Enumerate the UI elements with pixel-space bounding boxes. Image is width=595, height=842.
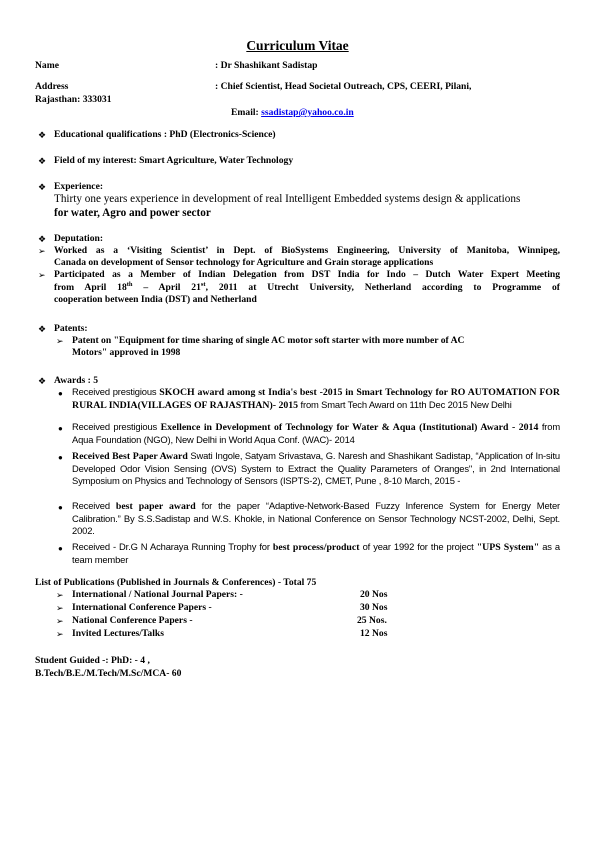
patents-heading: Patents: (54, 323, 88, 334)
arrow-bullet-icon: ➢ (56, 629, 64, 639)
diamond-bullet-icon: ❖ (38, 156, 47, 166)
award-item-4 (72, 500, 560, 537)
round-bullet-icon: ● (58, 453, 63, 462)
deputation-item-2 (54, 269, 560, 306)
award-4-bold: best paper award (115, 501, 196, 512)
experience-heading: Experience: (54, 181, 104, 192)
round-bullet-icon: ● (58, 544, 63, 553)
patent-line-2: Motors" approved in 1998 (72, 346, 181, 358)
diamond-bullet-icon: ❖ (38, 234, 47, 244)
patent-item (72, 335, 532, 359)
pub-item-label: National Conference Papers - (72, 615, 193, 626)
dep-sup-st: st (200, 280, 206, 288)
address-line2: Rajasthan: 333031 (35, 94, 112, 105)
experience-text (54, 193, 566, 220)
diamond-bullet-icon: ❖ (38, 324, 47, 334)
round-bullet-icon: ● (58, 503, 63, 512)
round-bullet-icon: ● (58, 389, 63, 398)
pub-item-count: 12 Nos (360, 628, 388, 639)
patent-line-1: Patent on "Equipment for time sharing of single AC motor soft starter with more number of AC (72, 335, 465, 346)
publications-heading: List of Publications (Published in Journals & Conferences) - Total 75 (35, 577, 317, 588)
deputation-item-2-line2 (54, 281, 560, 294)
arrow-bullet-icon: ➢ (38, 246, 46, 256)
name-label: Name (35, 60, 59, 71)
award-item-2 (72, 421, 560, 446)
pub-item-count: 30 Nos (360, 602, 388, 613)
diamond-bullet-icon: ❖ (38, 182, 47, 192)
award-1-bold: SKOCH award among st India's best -2015 in Smart Technology for RO AUTOMATION FOR RURAL INDIA(VILLAGES OF RAJASTHAN)- 2015 (72, 387, 561, 412)
award-4-post: for the paper “Adaptive-Network-Based Fuzzy Inference System for Energy Meter Calibration.” By S.S.Sadistap and W.S. Khokle, in National Conference on Sensor Technology NCST-2002, Delhi, Sept. 2002. (72, 500, 560, 536)
award-item-5 (72, 541, 560, 566)
experience-text-2: for water, Agro and power sector (54, 206, 211, 219)
deputation-item-1-line2: Canada on development of Sensor technology for Agriculture and Grain storage applications (54, 256, 434, 268)
award-2-post: from Aqua Foundation (NGO), New Delhi in World Aqua Conf. (WAC)- 2014 (72, 421, 561, 446)
award-item-3 (72, 450, 560, 487)
award-5-bold2: "UPS System" (476, 542, 540, 553)
award-3-post: Swati Ingole, Satyam Srivastava, G. Naresh and Shashikant Sadistap, “Application of In-situ Developed Odor Vision Sensing (OVS) System to Extract the Quality Parameters of Oranges", in 2nd International Symposium on Physics and Technology of Sensors (ISPTS-2), CMET, Pune , 8-10 March, 2015 - (72, 450, 560, 486)
arrow-bullet-icon: ➢ (56, 336, 64, 346)
award-item-1 (72, 386, 560, 412)
award-3-bold: Received Best Paper Award (72, 451, 188, 462)
page-title: Curriculum Vitae (246, 38, 349, 53)
dep-date-start: from April 18 (54, 282, 127, 294)
pub-item-label: Invited Lectures/Talks (72, 628, 164, 639)
name-value: : Dr Shashikant Sadistap (215, 60, 318, 71)
award-4-pre: Received (72, 500, 116, 511)
award-2-bold: Exellence in Development of Technology for Water & Aqua (Institutional) Award - 2014 (160, 422, 539, 433)
diamond-bullet-icon: ❖ (38, 376, 47, 386)
deputation-item-2-line1: Participated as a Member of Indian Delegation from DST India for Indo – Dutch Water Expert Meeting (54, 269, 560, 280)
deputation-item-1 (54, 245, 560, 269)
award-2-pre: Received prestigious (72, 421, 161, 432)
email-row (231, 107, 354, 119)
round-bullet-icon: ● (58, 424, 63, 433)
education-line: Educational qualifications : PhD (Electronics-Science) (54, 129, 276, 140)
pub-item-label: International / National Journal Papers: - (72, 589, 243, 600)
address-label: Address (35, 81, 69, 92)
dep-date-rest: , 2011 at Utrecht University, Netherland according to Programme of (205, 282, 560, 294)
interest-line: Field of my interest: Smart Agriculture, Water Technology (54, 155, 294, 166)
arrow-bullet-icon: ➢ (56, 603, 64, 613)
arrow-bullet-icon: ➢ (56, 590, 64, 600)
pub-item-count: 25 Nos. (357, 615, 387, 626)
email-label: Email: (231, 107, 259, 118)
email-link[interactable]: ssadistap@yahoo.co.in (261, 107, 354, 118)
deputation-item-1-line1: Worked as a ‘Visiting Scientist’ in Dept. of BioSystems Engineering, University of Manitoba, Winnipeg, (54, 245, 560, 256)
award-5-mid: of year 1992 for the project (359, 541, 477, 552)
diamond-bullet-icon: ❖ (38, 130, 47, 140)
arrow-bullet-icon: ➢ (56, 616, 64, 626)
dep-date-end: – April 21 (132, 282, 201, 294)
experience-text-1: Thirty one years experience in development of real Intelligent Embedded systems design & applications (54, 193, 521, 205)
dep-sup-th: th (126, 280, 133, 288)
awards-heading: Awards : 5 (54, 375, 99, 386)
pub-item-count: 20 Nos (360, 589, 388, 600)
award-5-pre: Received - Dr.G N Acharaya Running Trophy for (72, 541, 273, 552)
arrow-bullet-icon: ➢ (38, 270, 46, 280)
award-5-bold: best process/product (272, 542, 360, 553)
address-value: : Chief Scientist, Head Societal Outreach, CPS, CEERI, Pilani, (215, 81, 472, 92)
deputation-item-2-line3: cooperation between India (DST) and Netherland (54, 294, 257, 306)
award-1-pre: Received prestigious (72, 386, 160, 397)
pub-item-label: International Conference Papers - (72, 602, 212, 613)
students-line-1: Student Guided -: PhD: - 4 , (35, 655, 150, 666)
deputation-heading: Deputation: (54, 233, 104, 244)
award-5-post: as a team member (72, 541, 560, 566)
students-line-2: B.Tech/B.E./M.Tech/M.Sc/MCA- 60 (35, 668, 182, 679)
award-1-post: from Smart Tech Award on 11th Dec 2015 New Delhi (298, 399, 512, 411)
